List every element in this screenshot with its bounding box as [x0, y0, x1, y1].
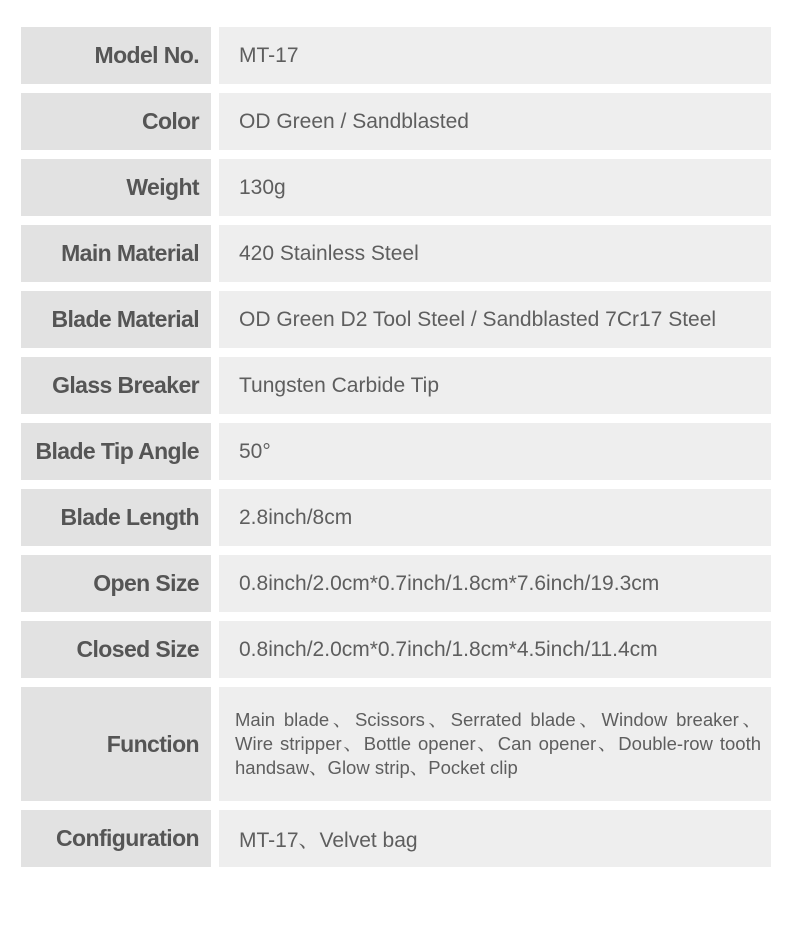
spec-value: 50° [219, 423, 771, 480]
spec-row-blade-length [21, 489, 771, 546]
spec-row-function [21, 687, 771, 801]
spec-row-closed-size [21, 621, 771, 678]
spec-value: OD Green / Sandblasted [219, 93, 771, 150]
spec-value [219, 687, 771, 801]
spec-label: Main Material [21, 225, 211, 282]
spec-label: Blade Length [21, 489, 211, 546]
spec-value: 130g [219, 159, 771, 216]
spec-label: Glass Breaker [21, 357, 211, 414]
spec-label: Blade Material [21, 291, 211, 348]
spec-row-configuration [21, 810, 771, 867]
spec-label: Open Size [21, 555, 211, 612]
spec-label: Model No. [21, 27, 211, 84]
spec-label: Function [21, 687, 211, 801]
spec-label: Color [21, 93, 211, 150]
spec-row-open-size [21, 555, 771, 612]
spec-row-main-material [21, 225, 771, 282]
spec-value-text: Main blade、Scissors、Serrated blade、Window breaker、Wire stripper、Bottle opener、Can opener、Double-row tooth handsaw、Glow strip、Pocket clip [235, 709, 761, 778]
spec-row-blade-tip-angle [21, 423, 771, 480]
spec-row-glass-breaker [21, 357, 771, 414]
spec-label: Blade Tip Angle [21, 423, 211, 480]
spec-value: 0.8inch/2.0cm*0.7inch/1.8cm*4.5inch/11.4cm [219, 621, 771, 678]
spec-value: OD Green D2 Tool Steel / Sandblasted 7Cr17 Steel [219, 291, 771, 348]
spec-value: MT-17、Velvet bag [219, 810, 771, 867]
spec-value: 420 Stainless Steel [219, 225, 771, 282]
spec-row-model-no [21, 27, 771, 84]
spec-table [21, 27, 771, 876]
spec-value: MT-17 [219, 27, 771, 84]
spec-value: Tungsten Carbide Tip [219, 357, 771, 414]
spec-row-weight [21, 159, 771, 216]
spec-label: Configuration [21, 810, 211, 867]
spec-value: 2.8inch/8cm [219, 489, 771, 546]
spec-row-color [21, 93, 771, 150]
spec-label: Closed Size [21, 621, 211, 678]
spec-value: 0.8inch/2.0cm*0.7inch/1.8cm*7.6inch/19.3cm [219, 555, 771, 612]
spec-label: Weight [21, 159, 211, 216]
spec-row-blade-material [21, 291, 771, 348]
